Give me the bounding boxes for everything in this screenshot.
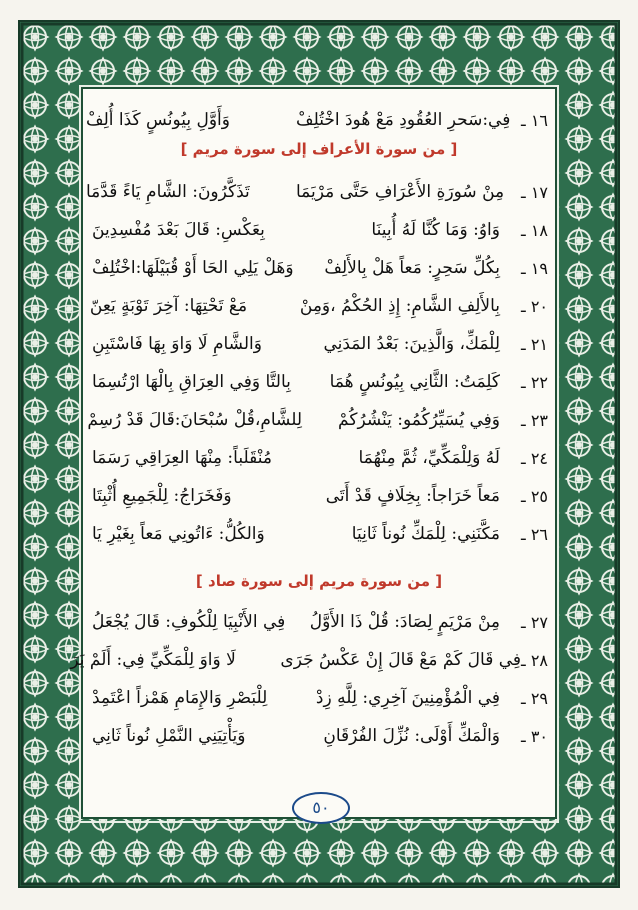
verse-line (86, 604, 552, 640)
verse-line (86, 402, 552, 438)
first-hemistich: وَالْمَكِّ أَوْلَى: نُزِّلَ الفُرْقَانِ (323, 726, 500, 746)
first-hemistich: مَعاً خَرَاجاً: بِخِلَافٍ قَدْ أَتَى (325, 486, 500, 506)
second-hemistich: لِلشَّامِ،قُلْ سُبْحَانَ:قَالَ قَدْ رُسِمْ (87, 410, 302, 430)
verse-number: ٢٢ ـ (521, 372, 548, 392)
verse-number: ٢٥ ـ (521, 486, 548, 506)
second-hemistich: فِي الأَنْبِيَا لِلْكُوفِ: قَالَ يُجْعَلُ (92, 612, 286, 632)
second-hemistich: بِعَكْسِ: قَالَ بَعْدَ مُفْسِدِينَ (92, 220, 265, 240)
first-hemistich: وَاوُ: وَمَا كُنَّا لَهُ أُبِينَا (371, 220, 500, 240)
second-hemistich: لِلْبَصْرِ وَالإِمَامِ هَمْزاً اعْتَمِدْ (92, 688, 268, 708)
first-hemistich: بِكُلِّ سَحِرٍ: مَعاً هَلْ بِالأَلِفْ (324, 258, 500, 278)
second-hemistich: تَذَكَّرُونَ: الشَّامِ يَاءً قَدَّمَا (86, 182, 250, 202)
verse-line (86, 478, 552, 514)
verse-number: ١٩ ـ (521, 258, 548, 278)
second-hemistich: مُنْقَلَباً: مِنْهَا العِرَاقِي رَسَمَا (92, 448, 272, 468)
verse-number: ٢٩ ـ (521, 688, 548, 708)
first-hemistich: لَهُ وَلِلْمَكِّيِّ، ثُمَّ مِنْهُمَا (358, 448, 500, 468)
first-hemistich: فِي قَالَ كَمْ مَعْ قَالَ إِنْ عَكْسُ جَرَى (280, 650, 522, 670)
verse-line (86, 250, 552, 286)
verse-number: ٢٨ ـ (521, 650, 548, 670)
second-hemistich: مَعْ تَحْتِهَا: آخِرَ تَوْبَةٍ يَعِنّ (89, 296, 248, 316)
second-hemistich: لَا وَاوَ لِلْمَكِّيِّ فِي: أَلَمْ يَرَ (70, 650, 236, 670)
verse-number: ٢٦ ـ (521, 524, 548, 544)
verse-number: ٢١ ـ (521, 334, 548, 354)
section-header: [ من سورة مريم إلى سورة صاد ] (195, 572, 443, 590)
page-number: ٥٠ (292, 792, 350, 824)
section-header: [ من سورة الأعراف إلى سورة مريم ] (180, 140, 458, 158)
first-hemistich: لِلْمَكِّ، وَالَّذِينَ: بَعْدُ المَدَنِي (323, 334, 500, 354)
verse-number: ٢٤ ـ (521, 448, 548, 468)
verse-line (86, 288, 552, 324)
text-panel (70, 92, 552, 817)
second-hemistich: وَأَوَّلِ بِيُونُسٍ كَذَا أُلِفْ (86, 110, 230, 130)
second-hemistich: بِالتَّا وَفِي العِرَاقِ بِالْهَا ارْتُسِمَا (92, 372, 291, 392)
verse-number: ٢٠ ـ (521, 296, 548, 316)
second-hemistich: وَيَأْتِيَنِي النَّمْلِ نُوناً ثَانِي (92, 726, 246, 746)
first-hemistich: فِي الْمُؤْمِنِينَ آخِرِي: لِلَّهِ زِدْ (315, 688, 500, 708)
second-hemistich: وَالشَّامِ لَا وَاوَ بِهَا فَاسْتَبِنِ (92, 334, 262, 354)
verse-line (86, 718, 552, 754)
first-hemistich: فِي:سَحرِ العُقُودِ مَعْ هُودَ اخْتُلِفْ (296, 110, 511, 130)
second-hemistich: وَالكُلُّ: ءَاتُونِي مَعاً بِغَيْرِ يَا (92, 524, 265, 544)
verse-number: ١٧ ـ (521, 182, 548, 202)
verse-line (86, 440, 552, 476)
verse-line (86, 102, 552, 138)
first-hemistich: وَفِي يُسَيِّرُكُمُو: يَنْشُرُكُمْ (338, 410, 500, 430)
verse-number: ٢٧ ـ (521, 612, 548, 632)
verse-number: ١٨ ـ (521, 220, 548, 240)
verse-line (86, 364, 552, 400)
verse-number: ٢٣ ـ (521, 410, 548, 430)
first-hemistich: بِالأَلِفِ الشَّامِ: إِذِ الحُكْمُ ،وَمِنْ (299, 296, 500, 316)
verse-line (86, 174, 552, 210)
first-hemistich: مِنْ مَرْيَمٍ لِصَادَ: قُلْ ذَا الأَوَّلُ (309, 612, 500, 632)
first-hemistich: كَلِمَتُ: الثَّانِي بِيُونُسٍ هُمَا (329, 372, 500, 392)
verse-line (86, 212, 552, 248)
second-hemistich: وَهَلْ يَلِي الحَا أَوْ قُبَيْلَهَا:اخْتُلِفْ (92, 258, 294, 278)
verse-line (86, 516, 552, 552)
verse-number: ١٦ ـ (521, 110, 548, 130)
verse-line (86, 680, 552, 716)
first-hemistich: مِنْ سُورَةِ الأَعْرَافِ حَتَّى مَرْيَمَا (296, 182, 505, 202)
second-hemistich: وَفَخَرَاجُ: لِلْجَمِيعِ أُثْبِتَا (92, 486, 232, 506)
verse-number: ٣٠ ـ (521, 726, 548, 746)
verse-line (86, 326, 552, 362)
first-hemistich: مَكَّنَنِي: لِلْمَكِّ نُوناً ثَانِيَا (351, 524, 500, 544)
verse-line (70, 642, 552, 678)
